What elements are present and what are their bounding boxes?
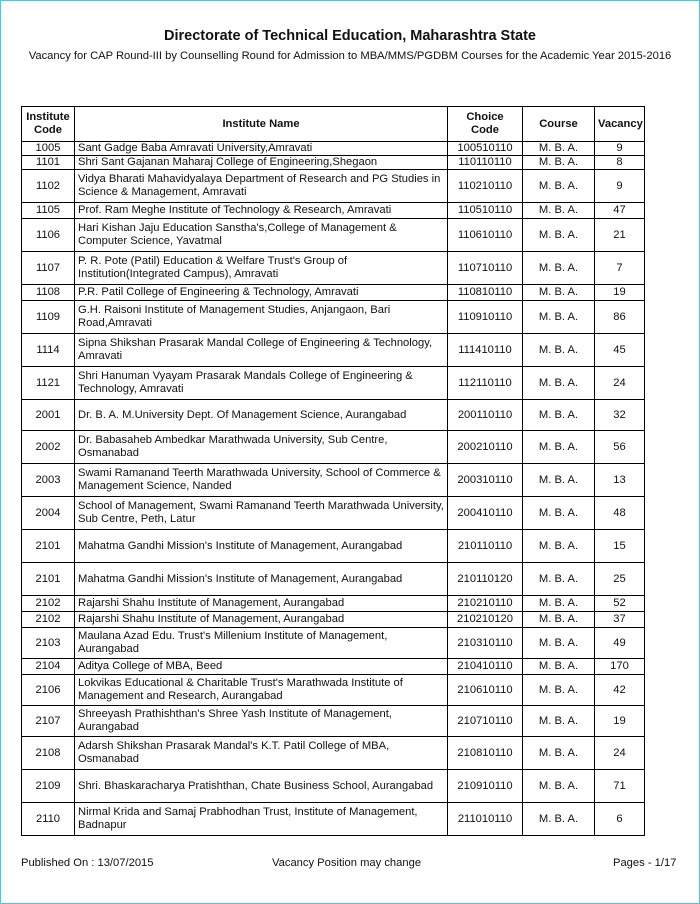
course-cell: M. B. A. [523, 770, 595, 803]
vacancy-cell: 37 [595, 612, 645, 628]
vacancy-cell: 24 [595, 367, 645, 400]
choice-code-cell: 100510110 [448, 142, 523, 156]
institute-name-cell: P.R. Patil College of Engineering & Technology, Amravati [75, 285, 448, 301]
table-row [22, 659, 645, 675]
table-row [22, 706, 645, 737]
institute-name-cell: Shreeyash Prathishthan's Shree Yash Institute of Management, Aurangabad [75, 706, 448, 737]
vacancy-cell: 21 [595, 219, 645, 252]
table-row [22, 497, 645, 530]
table-row [22, 400, 645, 431]
vacancy-cell: 170 [595, 659, 645, 675]
institute-code-cell: 1102 [22, 170, 75, 203]
institute-code-cell: 1108 [22, 285, 75, 301]
institute-name-cell: Shri. Bhaskaracharya Pratishthan, Chate Business School, Aurangabad [75, 770, 448, 803]
table-row [22, 737, 645, 770]
institute-name-cell: Lokvikas Educational & Charitable Trust's Marathwada Institute of Management and Research, Aurangabad [75, 675, 448, 706]
course-cell: M. B. A. [523, 596, 595, 612]
institute-code-cell: 2103 [22, 628, 75, 659]
institute-name-cell: Sipna Shikshan Prasarak Mandal College of Engineering & Technology, Amravati [75, 334, 448, 367]
course-cell: M. B. A. [523, 367, 595, 400]
vacancy-cell: 7 [595, 252, 645, 285]
course-cell: M. B. A. [523, 400, 595, 431]
table-row [22, 770, 645, 803]
course-cell: M. B. A. [523, 142, 595, 156]
institute-code-cell: 1109 [22, 301, 75, 334]
table-row [22, 596, 645, 612]
vacancy-cell: 9 [595, 170, 645, 203]
table-row [22, 530, 645, 563]
vacancy-cell: 13 [595, 464, 645, 497]
vacancy-cell: 9 [595, 142, 645, 156]
vacancy-cell: 47 [595, 203, 645, 219]
choice-code-cell: 200110110 [448, 400, 523, 431]
vacancy-cell: 19 [595, 706, 645, 737]
column-header-institute-code: Institute Code [22, 107, 75, 142]
institute-code-cell: 2001 [22, 400, 75, 431]
table-row [22, 431, 645, 464]
institute-name-cell: Rajarshi Shahu Institute of Management, Aurangabad [75, 596, 448, 612]
course-cell: M. B. A. [523, 285, 595, 301]
institute-name-cell: Rajarshi Shahu Institute of Management, Aurangabad [75, 612, 448, 628]
institute-code-cell: 1101 [22, 156, 75, 170]
column-header-institute-name: Institute Name [75, 107, 448, 142]
vacancy-note: Vacancy Position may change [272, 857, 422, 869]
course-cell: M. B. A. [523, 675, 595, 706]
choice-code-cell: 110210110 [448, 170, 523, 203]
choice-code-cell: 110510110 [448, 203, 523, 219]
course-cell: M. B. A. [523, 301, 595, 334]
page-number: Pages - 1/17 [613, 857, 677, 869]
choice-code-cell: 210110120 [448, 563, 523, 596]
table-row [22, 252, 645, 285]
vacancy-cell: 32 [595, 400, 645, 431]
choice-code-cell: 110810110 [448, 285, 523, 301]
table-row [22, 675, 645, 706]
choice-code-cell: 211010110 [448, 803, 523, 836]
course-cell: M. B. A. [523, 170, 595, 203]
institute-name-cell: Dr. B. A. M.University Dept. Of Management Science, Aurangabad [75, 400, 448, 431]
institute-code-cell: 2109 [22, 770, 75, 803]
course-cell: M. B. A. [523, 803, 595, 836]
vacancy-table [21, 106, 645, 836]
course-cell: M. B. A. [523, 252, 595, 285]
course-cell: M. B. A. [523, 628, 595, 659]
institute-code-cell: 2002 [22, 431, 75, 464]
institute-name-cell: Maulana Azad Edu. Trust's Millenium Institute of Management, Aurangabad [75, 628, 448, 659]
vacancy-cell: 24 [595, 737, 645, 770]
published-date: Published On : 13/07/2015 [21, 857, 154, 869]
course-cell: M. B. A. [523, 156, 595, 170]
column-header-vacancy: Vacancy [595, 107, 645, 142]
choice-code-cell: 110710110 [448, 252, 523, 285]
choice-code-cell: 210910110 [448, 770, 523, 803]
institute-code-cell: 2003 [22, 464, 75, 497]
institute-code-cell: 1105 [22, 203, 75, 219]
choice-code-cell: 210610110 [448, 675, 523, 706]
choice-code-cell: 210710110 [448, 706, 523, 737]
course-cell: M. B. A. [523, 737, 595, 770]
choice-code-cell: 200310110 [448, 464, 523, 497]
choice-code-cell: 210210110 [448, 596, 523, 612]
institute-name-cell: Shri Sant Gajanan Maharaj College of Engineering,Shegaon [75, 156, 448, 170]
institute-name-cell: School of Management, Swami Ramanand Teerth Marathwada University, Sub Centre, Peth, Latur [75, 497, 448, 530]
page-title: Directorate of Technical Education, Maharashtra State [164, 28, 536, 44]
institute-name-cell: Mahatma Gandhi Mission's Institute of Management, Aurangabad [75, 530, 448, 563]
institute-name-cell: Mahatma Gandhi Mission's Institute of Management, Aurangabad [75, 563, 448, 596]
institute-code-cell: 2110 [22, 803, 75, 836]
institute-name-cell: Vidya Bharati Mahavidyalaya Department of Research and PG Studies in Science & Management, Amravati [75, 170, 448, 203]
institute-code-cell: 2101 [22, 563, 75, 596]
institute-name-cell: G.H. Raisoni Institute of Management Studies, Anjangaon, Bari Road,Amravati [75, 301, 448, 334]
institute-name-cell: Dr. Babasaheb Ambedkar Marathwada University, Sub Centre, Osmanabad [75, 431, 448, 464]
vacancy-cell: 49 [595, 628, 645, 659]
vacancy-cell: 19 [595, 285, 645, 301]
choice-code-cell: 111410110 [448, 334, 523, 367]
institute-code-cell: 1107 [22, 252, 75, 285]
choice-code-cell: 200210110 [448, 431, 523, 464]
institute-code-cell: 2102 [22, 612, 75, 628]
vacancy-cell: 6 [595, 803, 645, 836]
course-cell: M. B. A. [523, 334, 595, 367]
institute-name-cell: Hari Kishan Jaju Education Sanstha's,College of Management & Computer Science, Yavatmal [75, 219, 448, 252]
institute-code-cell: 2101 [22, 530, 75, 563]
table-row [22, 563, 645, 596]
table-row [22, 203, 645, 219]
course-cell: M. B. A. [523, 659, 595, 675]
course-cell: M. B. A. [523, 497, 595, 530]
course-cell: M. B. A. [523, 431, 595, 464]
table-row [22, 219, 645, 252]
choice-code-cell: 200410110 [448, 497, 523, 530]
institute-code-cell: 1121 [22, 367, 75, 400]
course-cell: M. B. A. [523, 530, 595, 563]
table-row [22, 367, 645, 400]
course-cell: M. B. A. [523, 464, 595, 497]
vacancy-cell: 15 [595, 530, 645, 563]
choice-code-cell: 110910110 [448, 301, 523, 334]
institute-code-cell: 2102 [22, 596, 75, 612]
institute-code-cell: 1005 [22, 142, 75, 156]
vacancy-cell: 25 [595, 563, 645, 596]
course-cell: M. B. A. [523, 706, 595, 737]
institute-code-cell: 2004 [22, 497, 75, 530]
table-row [22, 142, 645, 156]
institute-code-cell: 2107 [22, 706, 75, 737]
institute-name-cell: Nirmal Krida and Samaj Prabhodhan Trust, Institute of Management, Badnapur [75, 803, 448, 836]
choice-code-cell: 210210120 [448, 612, 523, 628]
choice-code-cell: 210310110 [448, 628, 523, 659]
table-row [22, 285, 645, 301]
table-header-row [22, 107, 645, 142]
institute-code-cell: 2104 [22, 659, 75, 675]
institute-name-cell: P. R. Pote (Patil) Education & Welfare Trust's Group of Institution(Integrated Campus), Amravati [75, 252, 448, 285]
institute-name-cell: Prof. Ram Meghe Institute of Technology & Research, Amravati [75, 203, 448, 219]
choice-code-cell: 110610110 [448, 219, 523, 252]
institute-code-cell: 1106 [22, 219, 75, 252]
choice-code-cell: 112110110 [448, 367, 523, 400]
vacancy-cell: 42 [595, 675, 645, 706]
institute-code-cell: 2108 [22, 737, 75, 770]
course-cell: M. B. A. [523, 219, 595, 252]
choice-code-cell: 210110110 [448, 530, 523, 563]
course-cell: M. B. A. [523, 203, 595, 219]
table-row [22, 612, 645, 628]
institute-name-cell: Adarsh Shikshan Prasarak Mandal's K.T. Patil College of MBA, Osmanabad [75, 737, 448, 770]
vacancy-cell: 45 [595, 334, 645, 367]
course-cell: M. B. A. [523, 563, 595, 596]
vacancy-cell: 56 [595, 431, 645, 464]
institute-name-cell: Shri Hanuman Vyayam Prasarak Mandals College of Engineering & Technology, Amravati [75, 367, 448, 400]
column-header-choice-code: Choice Code [448, 107, 523, 142]
choice-code-cell: 210410110 [448, 659, 523, 675]
vacancy-cell: 8 [595, 156, 645, 170]
institute-name-cell: Aditya College of MBA, Beed [75, 659, 448, 675]
table-row [22, 156, 645, 170]
institute-code-cell: 2106 [22, 675, 75, 706]
vacancy-cell: 48 [595, 497, 645, 530]
table-row [22, 334, 645, 367]
choice-code-cell: 210810110 [448, 737, 523, 770]
page-subtitle: Vacancy for CAP Round-III by Counselling Round for Admission to MBA/MMS/PGDBM Courses for the Academic Year 2015-2016 [28, 50, 672, 62]
table-row [22, 464, 645, 497]
institute-name-cell: Sant Gadge Baba Amravati University,Amravati [75, 142, 448, 156]
institute-name-cell: Swami Ramanand Teerth Marathwada University, School of Commerce & Management Science, Nanded [75, 464, 448, 497]
choice-code-cell: 110110110 [448, 156, 523, 170]
vacancy-cell: 52 [595, 596, 645, 612]
vacancy-cell: 71 [595, 770, 645, 803]
course-cell: M. B. A. [523, 612, 595, 628]
vacancy-cell: 86 [595, 301, 645, 334]
column-header-course: Course [523, 107, 595, 142]
table-row [22, 301, 645, 334]
institute-code-cell: 1114 [22, 334, 75, 367]
table-row [22, 628, 645, 659]
table-row [22, 170, 645, 203]
table-row [22, 803, 645, 836]
